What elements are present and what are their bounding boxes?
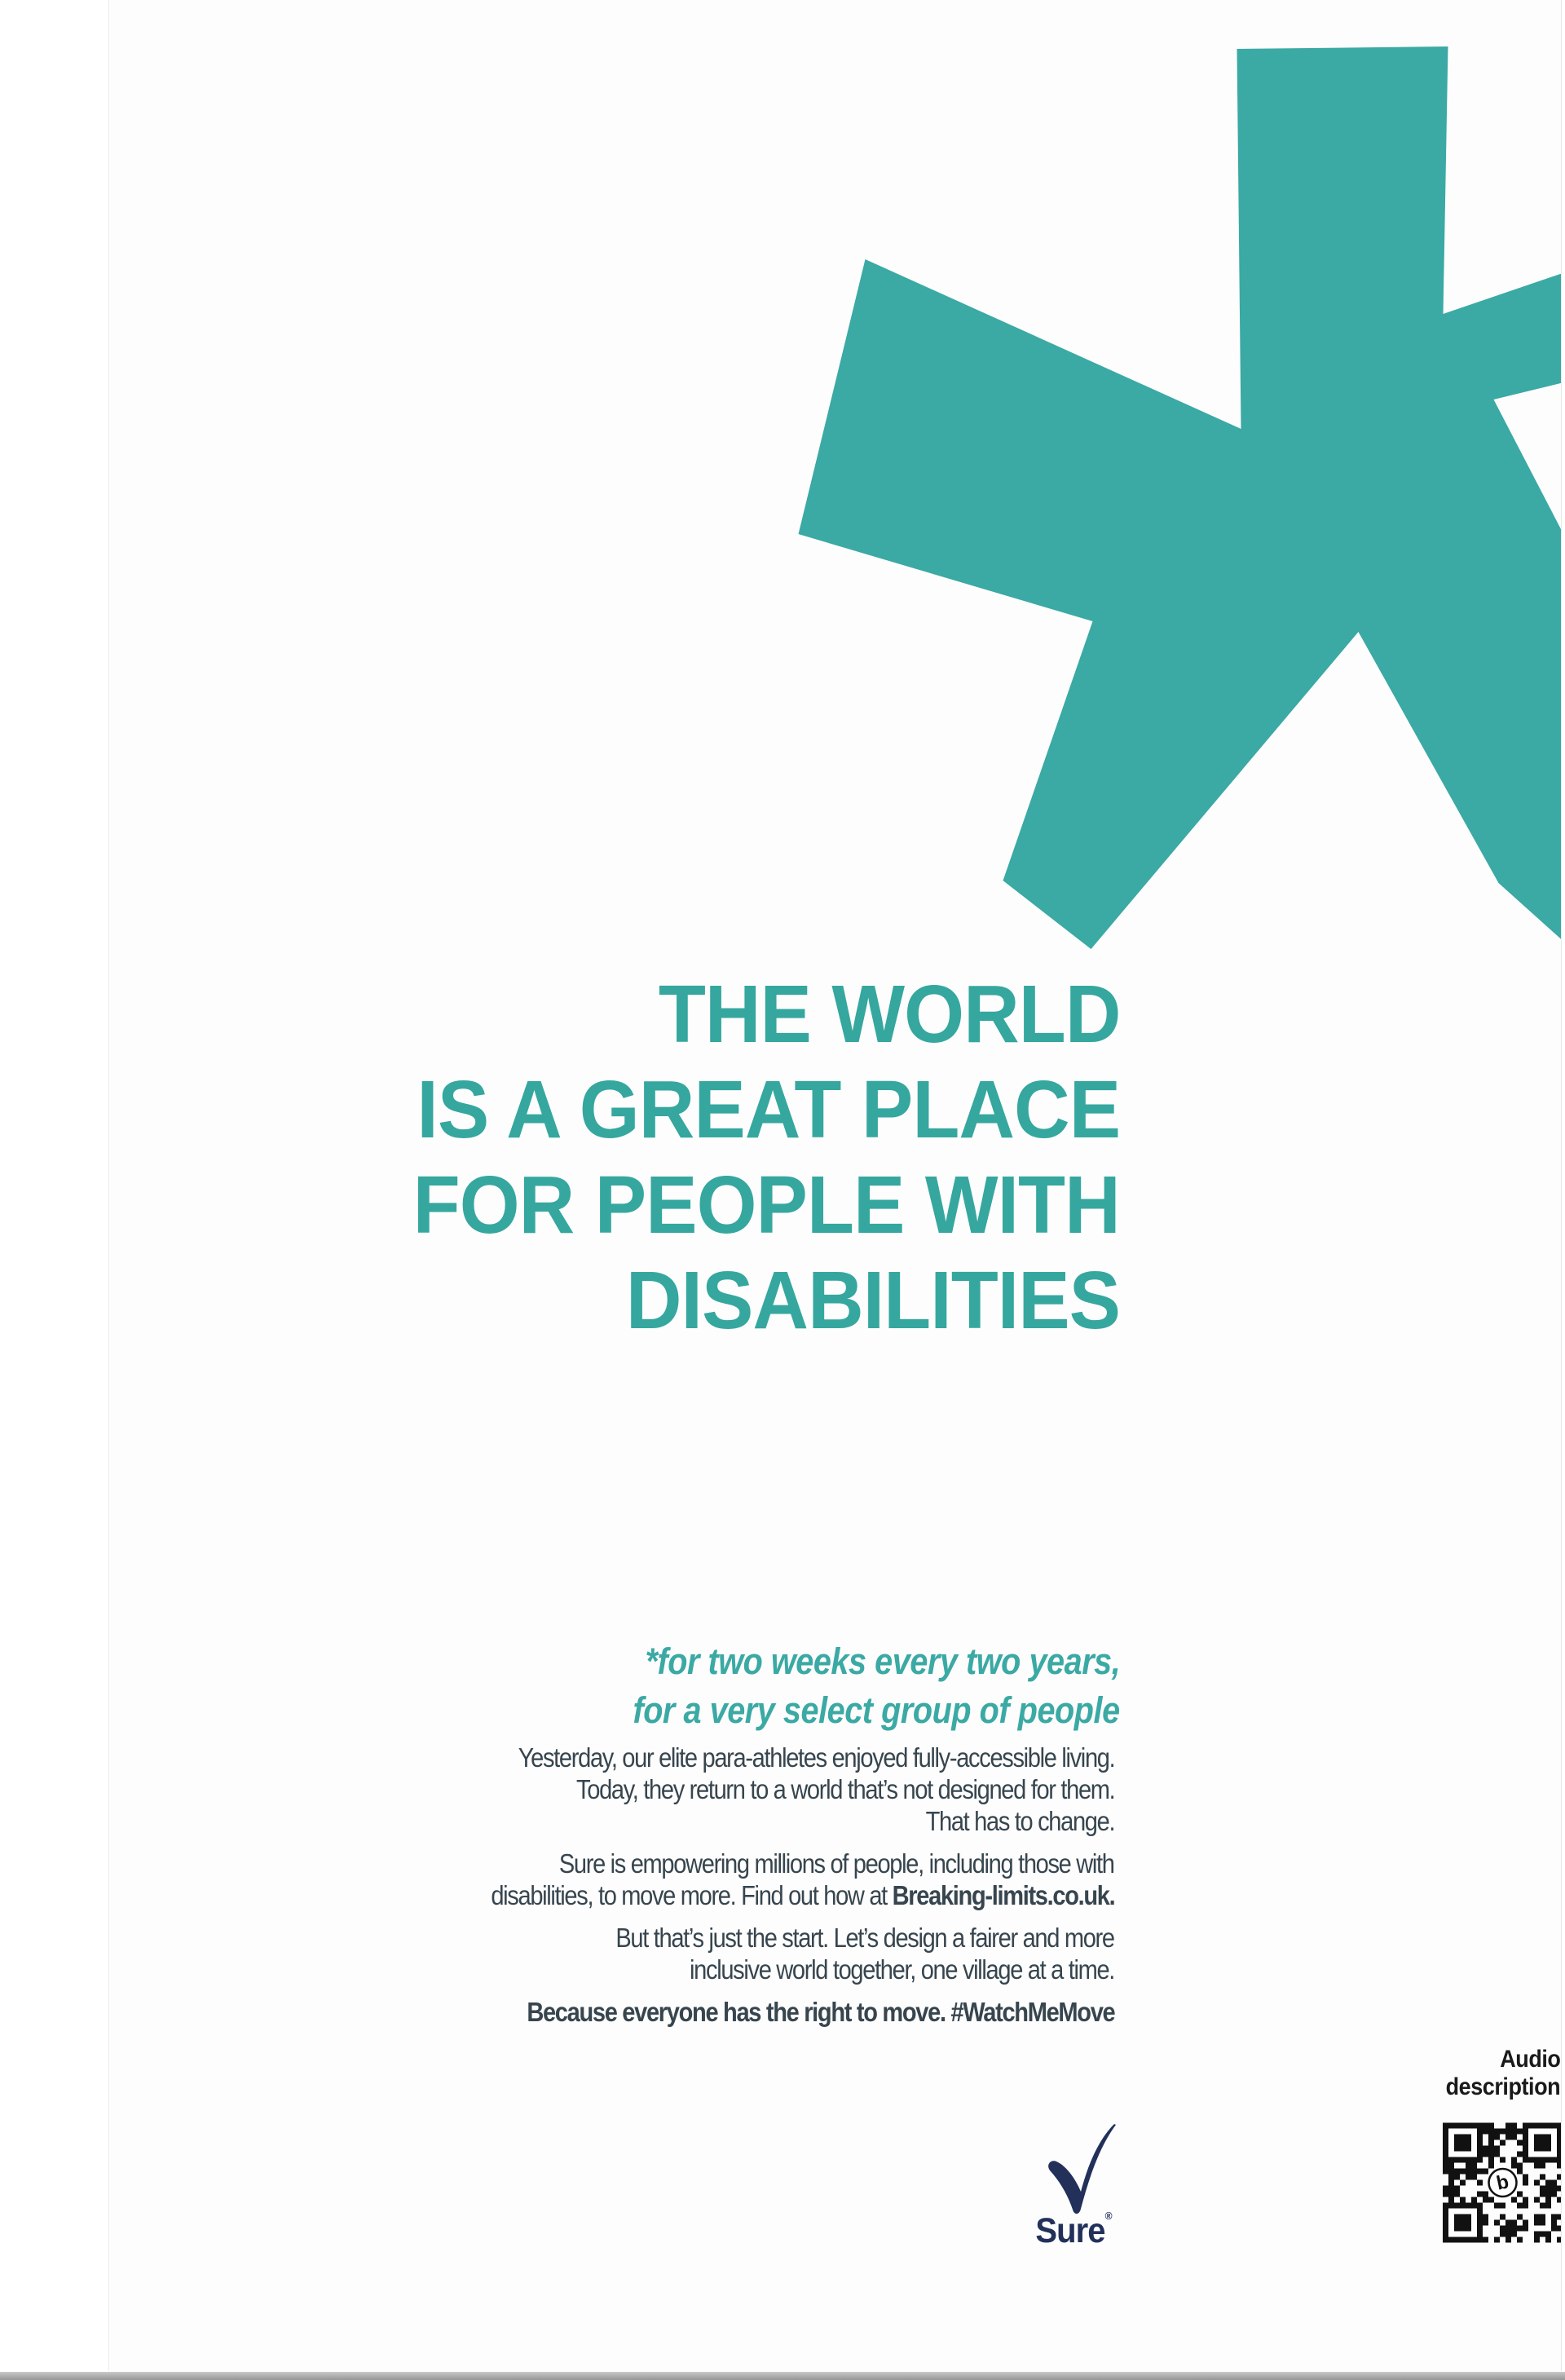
audio-description-line: Audio <box>1499 2046 1560 2073</box>
hashtag-line: Because everyone has the right to move. #WatchMeMove <box>526 1997 1114 2027</box>
poster-page <box>108 0 1562 2371</box>
audio-description-line: description <box>1445 2073 1560 2100</box>
body-copy <box>386 1742 1114 2028</box>
bitly-b-icon: b <box>1494 2170 1511 2195</box>
body-line: Today, they return to a world that’s not designed for them. <box>575 1774 1114 1804</box>
breaking-limits-url: Breaking-limits.co.uk. <box>892 1880 1114 1910</box>
sure-logo <box>1021 2117 1126 2255</box>
headline-line: DISABILITIES <box>625 1255 1120 1346</box>
body-paragraph <box>406 1848 1114 1911</box>
body-text-segment: disabilities, to move more. Find out how at <box>490 1880 893 1910</box>
body-line: Yesterday, our elite para-athletes enjoyed fully-accessible living. <box>518 1742 1114 1773</box>
body-line: That has to change. <box>925 1806 1114 1836</box>
qr-code <box>1443 2121 1562 2245</box>
body-line: Sure is empowering millions of people, including those with <box>559 1848 1114 1879</box>
headline-line: THE WORLD <box>658 969 1120 1060</box>
sure-tick-icon <box>1043 2117 1117 2214</box>
disclaimer-note <box>435 1637 1120 1735</box>
brand-name-text: Sure <box>1035 2211 1105 2250</box>
body-paragraph <box>548 1922 1114 1985</box>
disclaimer-line: for a very select group of people <box>633 1689 1120 1731</box>
body-line <box>491 1879 1114 1911</box>
registered-mark: ® <box>1104 2210 1112 2222</box>
brand-name <box>1025 2210 1123 2251</box>
audio-description-label <box>1316 2046 1560 2101</box>
bottom-edge-strip <box>0 2372 1565 2380</box>
body-line: But that’s just the start. Let’s design a fairer and more <box>615 1923 1114 1953</box>
body-paragraph <box>447 1996 1114 2028</box>
headline-line: IS A GREAT PLACE <box>417 1064 1120 1155</box>
headline <box>337 967 1120 1349</box>
disclaimer-line: *for two weeks every two years, <box>645 1640 1120 1682</box>
headline-line: FOR PEOPLE WITH <box>412 1159 1120 1251</box>
body-line: inclusive world together, one village at a time. <box>690 1954 1114 1985</box>
body-paragraph <box>437 1742 1114 1837</box>
